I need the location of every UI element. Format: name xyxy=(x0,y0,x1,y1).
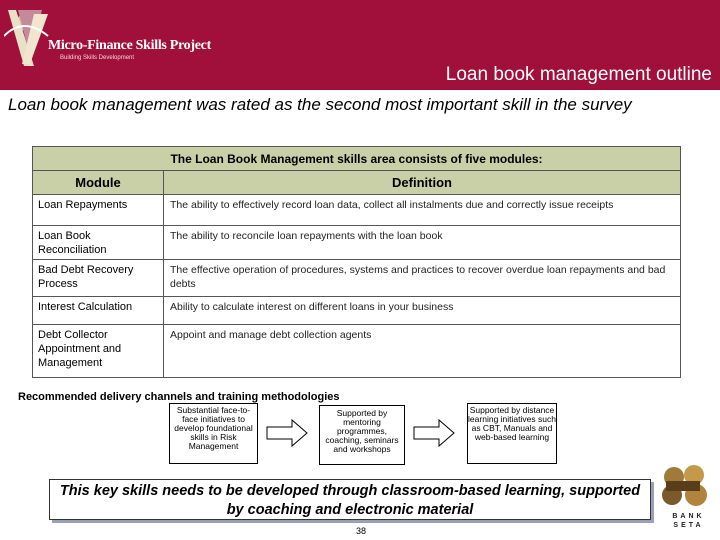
right-arrow-icon xyxy=(266,418,308,448)
definition-cell: The ability to reconcile loan repayments with the loan book xyxy=(164,226,681,260)
module-cell: Interest Calculation xyxy=(33,297,164,325)
table-caption: The Loan Book Management skills area consists of five modules: xyxy=(33,147,681,171)
page-number: 38 xyxy=(356,526,367,536)
right-arrow-icon xyxy=(413,418,455,448)
bank-seta-logo-text: BANK SETA xyxy=(672,513,705,529)
intro-text: Loan book management was rated as the second most important skill in the survey xyxy=(8,95,632,114)
column-header-module: Module xyxy=(33,171,164,195)
table-row xyxy=(33,226,681,260)
logo-subtitle: Building Skills Development xyxy=(60,55,135,61)
module-cell: Debt Collector Appointment and Management xyxy=(33,325,164,378)
table-row xyxy=(33,195,681,226)
module-cell: Bad Debt Recovery Process xyxy=(33,260,164,297)
table-row xyxy=(33,260,681,297)
definition-cell: Ability to calculate interest on different loans in your business xyxy=(164,297,681,325)
definition-cell: The ability to effectively record loan data, collect all instalments due and correctly issue receipts xyxy=(164,195,681,226)
table-row xyxy=(33,325,681,378)
definition-cell: Appoint and manage debt collection agents xyxy=(164,325,681,378)
table-row xyxy=(33,297,681,325)
delivery-box-distance-learning: Supported by distance learning initiatives such as CBT, Manuals and web-based learning xyxy=(467,403,557,464)
header-banner xyxy=(0,0,720,90)
table-header-row xyxy=(33,171,681,195)
definition-cell: The effective operation of procedures, systems and practices to recover overdue loan repayments and bad debts xyxy=(164,260,681,297)
table-caption-row xyxy=(33,147,681,171)
page-title: Loan book management outline xyxy=(445,64,712,85)
module-cell: Loan Book Reconciliation xyxy=(33,226,164,260)
delivery-title: Recommended delivery channels and training methodologies xyxy=(18,391,340,403)
logo-title: Micro-Finance Skills Project xyxy=(48,38,211,53)
conclusion-box: This key skills needs to be developed through classroom-based learning, supported by coaching and electronic material xyxy=(49,479,651,520)
column-header-definition: Definition xyxy=(164,171,681,195)
delivery-box-face-to-face: Substantial face-to-face initiatives to develop foundational skills in Risk Management xyxy=(169,403,258,464)
delivery-box-mentoring: Supported by mentoring programmes, coaching, seminars and workshops xyxy=(319,405,405,465)
modules-table xyxy=(32,146,681,378)
module-cell: Loan Repayments xyxy=(33,195,164,226)
